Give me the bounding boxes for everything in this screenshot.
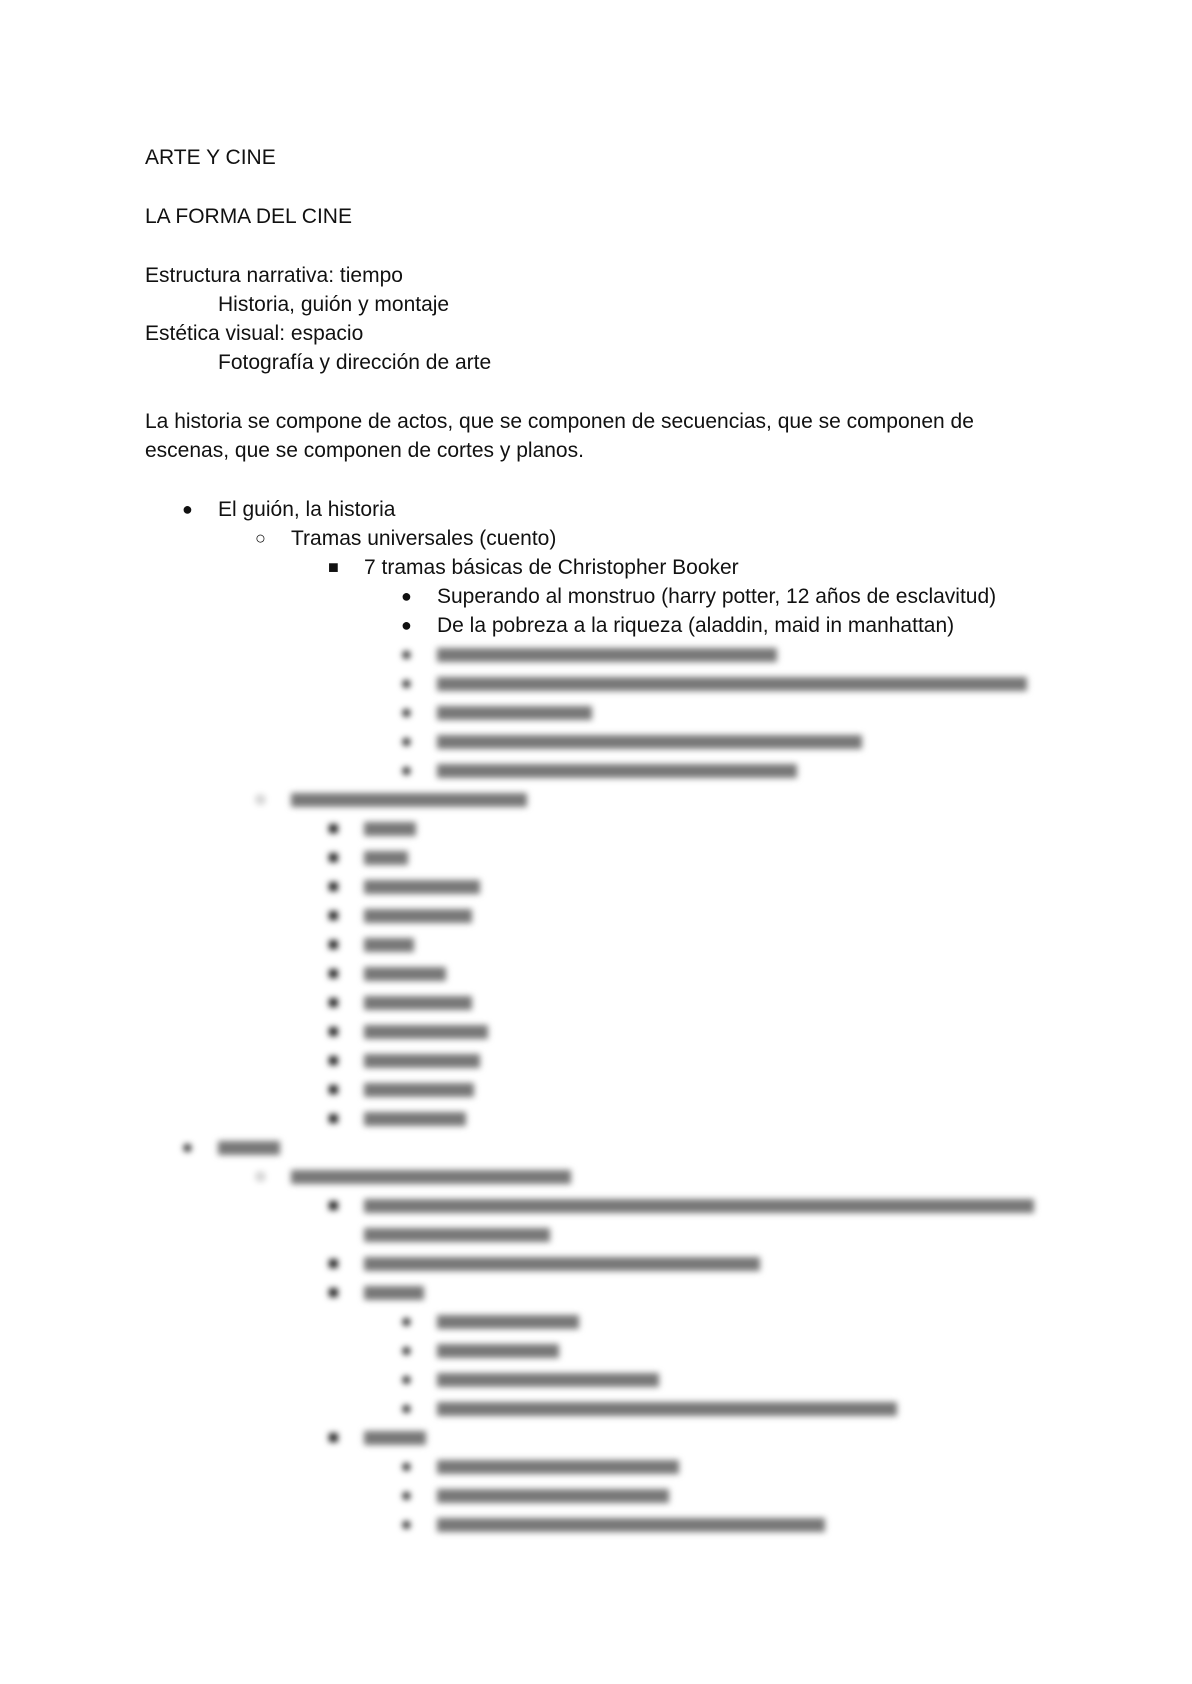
blurred-line: [364, 967, 446, 981]
blurred-line: [437, 706, 592, 720]
bullet-filled-circle-icon: ●: [401, 1398, 412, 1418]
bullet-square-icon: ■: [328, 992, 339, 1012]
paragraph-line-1: La historia se compone de actos, que se componen de secuencias, que se componen de: [145, 410, 974, 433]
blurred-line: [364, 822, 416, 836]
bullet-square-icon: ■: [328, 1050, 339, 1070]
bullet-hollow-circle-icon: ○: [255, 528, 266, 548]
blurred-line: [364, 851, 408, 865]
document-title: ARTE Y CINE: [145, 146, 276, 169]
bullet-filled-circle-icon: ●: [401, 1369, 412, 1389]
bullet-square-icon: ■: [328, 1108, 339, 1128]
outline-booker: 7 tramas básicas de Christopher Booker: [364, 556, 739, 579]
bullet-square-icon: ■: [328, 963, 339, 983]
blurred-line: [364, 1083, 474, 1097]
bullet-hollow-circle-icon: ○: [255, 1166, 266, 1186]
blurred-line: [364, 1257, 760, 1271]
bullet-square-icon: ■: [328, 1427, 339, 1447]
bullet-filled-circle-icon: ●: [182, 499, 193, 519]
bullet-filled-circle-icon: ●: [401, 1311, 412, 1331]
bullet-square-icon: ■: [328, 847, 339, 867]
blurred-line: [364, 1228, 550, 1242]
bullet-filled-circle-icon: ●: [401, 673, 412, 693]
blurred-line: [437, 1518, 825, 1532]
blurred-line: [218, 1141, 280, 1155]
bullet-square-icon: ■: [328, 905, 339, 925]
bullet-square-icon: ■: [328, 876, 339, 896]
bullet-filled-circle-icon: ●: [401, 1514, 412, 1534]
bullet-filled-circle-icon: ●: [401, 1456, 412, 1476]
blurred-line: [437, 1402, 897, 1416]
outline-tramas: Tramas universales (cuento): [291, 527, 557, 550]
bullet-square-icon: ■: [328, 1253, 339, 1273]
blurred-line: [364, 938, 414, 952]
bullet-filled-circle-icon: ●: [401, 1485, 412, 1505]
bullet-square-icon: ■: [328, 557, 339, 577]
blurred-line: [291, 793, 527, 807]
bullet-filled-circle-icon: ●: [401, 731, 412, 751]
blurred-line: [437, 1344, 559, 1358]
bullet-hollow-circle-icon: ○: [255, 789, 266, 809]
bullet-square-icon: ■: [328, 1282, 339, 1302]
bullet-filled-circle-icon: ●: [182, 1137, 193, 1157]
bullet-square-icon: ■: [328, 818, 339, 838]
bullet-filled-circle-icon: ●: [401, 1340, 412, 1360]
bullet-square-icon: ■: [328, 1021, 339, 1041]
blurred-line: [437, 764, 797, 778]
blurred-line: [437, 1315, 579, 1329]
bullet-square-icon: ■: [328, 1079, 339, 1099]
visual-aesthetics-line: Estética visual: espacio: [145, 322, 364, 345]
outline-plot-item: De la pobreza a la riqueza (aladdin, maid in manhattan): [437, 614, 955, 637]
outline-plot-item: Superando al monstruo (harry potter, 12 años de esclavitud): [437, 585, 997, 608]
blurred-line: [437, 648, 777, 662]
blurred-line: [364, 880, 480, 894]
outline-guion: El guión, la historia: [218, 498, 396, 521]
blurred-line: [364, 1025, 488, 1039]
blurred-line: [437, 1460, 679, 1474]
narrative-structure-sub: Historia, guión y montaje: [218, 293, 450, 316]
blurred-line: [364, 1054, 480, 1068]
visual-aesthetics-sub: Fotografía y dirección de arte: [218, 351, 492, 374]
blurred-line: [364, 996, 472, 1010]
blurred-line: [364, 1431, 426, 1445]
narrative-structure-line: Estructura narrativa: tiempo: [145, 264, 403, 287]
blurred-line: [437, 677, 1027, 691]
bullet-filled-circle-icon: ●: [401, 702, 412, 722]
bullet-filled-circle-icon: ●: [401, 644, 412, 664]
blurred-line: [437, 1489, 669, 1503]
blurred-line: [364, 909, 472, 923]
blurred-line: [437, 1373, 659, 1387]
bullet-filled-circle-icon: ●: [401, 615, 412, 635]
bullet-filled-circle-icon: ●: [401, 760, 412, 780]
blurred-line: [291, 1170, 571, 1184]
bullet-square-icon: ■: [328, 934, 339, 954]
bullet-filled-circle-icon: ●: [401, 586, 412, 606]
blurred-line: [364, 1199, 1034, 1213]
bullet-square-icon: ■: [328, 1195, 339, 1215]
blurred-line: [437, 735, 862, 749]
blurred-line: [364, 1112, 466, 1126]
paragraph-line-2: escenas, que se componen de cortes y planos.: [145, 439, 584, 462]
blurred-line: [364, 1286, 424, 1300]
section-heading: LA FORMA DEL CINE: [145, 205, 352, 228]
